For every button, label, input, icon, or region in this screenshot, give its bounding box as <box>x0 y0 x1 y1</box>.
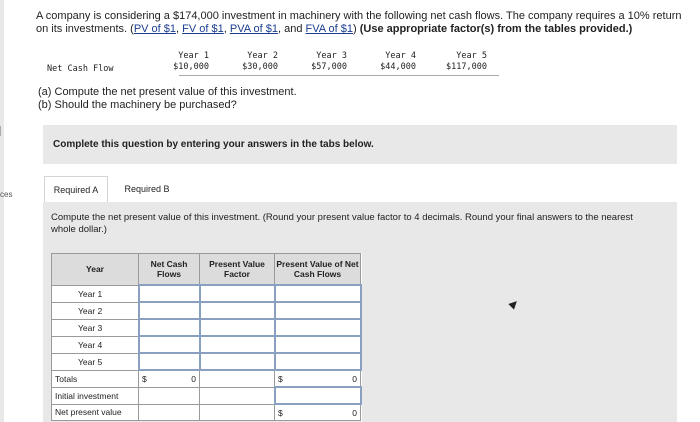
row-label: Year 4 <box>52 336 139 353</box>
fva-link[interactable]: FVA of $1 <box>305 23 353 35</box>
fv-link[interactable]: FV of $1 <box>182 23 224 35</box>
question-a: (a) Compute the net present value of this investment. <box>38 86 297 98</box>
pv-input[interactable] <box>275 353 361 370</box>
initial-investment-input[interactable] <box>275 387 361 404</box>
intro-text: A company is considering a $174,000 investment in machinery with the following net cash flows. The company requires a 10% return on its investments. ( <box>36 10 682 35</box>
panel-instruction: Compute the net present value of this investment. (Round your present value factor to 4 decimals. Round your final answers to the nearest whole dollar.) <box>51 212 633 235</box>
question-list <box>38 86 297 112</box>
header-pv-factor: Present Value Factor <box>200 254 275 286</box>
npv-table <box>51 253 362 421</box>
table-row <box>52 336 361 353</box>
initial-investment-label: Initial investment <box>52 387 139 404</box>
tab-required-b[interactable]: Required B <box>124 184 170 194</box>
npv-value: $ 0 <box>275 404 361 421</box>
header-year: Year <box>52 254 139 286</box>
cash-flow-year-3: Year 3 $57,000 <box>311 51 347 72</box>
header-pv-cash-flows: Present Value of Net Cash Flows <box>275 254 361 286</box>
pv-factor-input[interactable] <box>200 336 275 353</box>
net-cash-flow-input[interactable] <box>139 319 200 336</box>
totals-cash-flows: $ 0 <box>139 370 200 387</box>
pv-factor-input[interactable] <box>200 285 275 302</box>
cash-flow-year-5: Year 5 $117,000 <box>446 51 487 72</box>
cash-flow-table <box>45 49 495 81</box>
net-cash-flow-input[interactable] <box>139 302 200 319</box>
totals-row <box>52 370 361 387</box>
npv-row <box>52 404 361 421</box>
totals-pv: $ 0 <box>275 370 361 387</box>
row-label: Year 2 <box>52 302 139 319</box>
pva-link[interactable]: PVA of $1 <box>229 23 278 35</box>
table-row <box>52 285 361 302</box>
pv-input[interactable] <box>275 336 361 353</box>
initial-investment-row <box>52 387 361 404</box>
pv-input[interactable] <box>275 302 361 319</box>
cash-flow-divider <box>179 75 499 76</box>
net-cash-flow-input[interactable] <box>139 336 200 353</box>
cash-flow-year-2: Year 2 $30,000 <box>242 51 278 72</box>
tab-panel <box>43 202 677 422</box>
pv-input[interactable] <box>275 319 361 336</box>
cash-flow-year-4: Year 4 $44,000 <box>380 51 416 72</box>
table-row <box>52 319 361 336</box>
cash-flow-label: Net Cash Flow <box>47 64 114 74</box>
instruction-box <box>43 125 677 164</box>
instruction-text: Complete this question by entering your answers in the tabs below. <box>53 139 374 150</box>
totals-pv-factor <box>200 370 275 387</box>
pv-factor-input[interactable] <box>200 319 275 336</box>
left-rail <box>0 0 4 422</box>
pv-factor-input[interactable] <box>200 353 275 370</box>
side-marker <box>0 126 4 136</box>
cash-flow-year-1: Year 1 $10,000 <box>173 51 209 72</box>
table-row <box>52 353 361 370</box>
header-net-cash-flows: Net Cash Flows <box>139 254 200 286</box>
net-cash-flow-input[interactable] <box>139 353 200 370</box>
totals-label: Totals <box>52 370 139 387</box>
row-label: Year 3 <box>52 319 139 336</box>
net-cash-flow-input[interactable] <box>139 285 200 302</box>
npv-label: Net present value <box>52 404 139 421</box>
question-b: (b) Should the machinery be purchased? <box>38 99 237 111</box>
pv-input[interactable] <box>275 285 361 302</box>
pv-link[interactable]: PV of $1 <box>133 23 177 35</box>
tab-required-a[interactable]: Required A <box>44 176 108 203</box>
question-content <box>35 0 700 422</box>
row-label: Year 5 <box>52 353 139 370</box>
row-label: Year 1 <box>52 285 139 302</box>
side-label: ces <box>0 190 13 199</box>
pv-factor-input[interactable] <box>200 302 275 319</box>
problem-statement: A company is considering a $174,000 investment in machinery with the following net cash flows. The company requires a 10% return on its investments. (PV of $1, FV of $1, PVA of $1, and FVA of $1) (Use appropriate factor(s) from the tables provided.) <box>36 10 682 35</box>
intro-bold-note: (Use appropriate factor(s) from the tables provided.) <box>356 23 633 35</box>
table-row <box>52 302 361 319</box>
